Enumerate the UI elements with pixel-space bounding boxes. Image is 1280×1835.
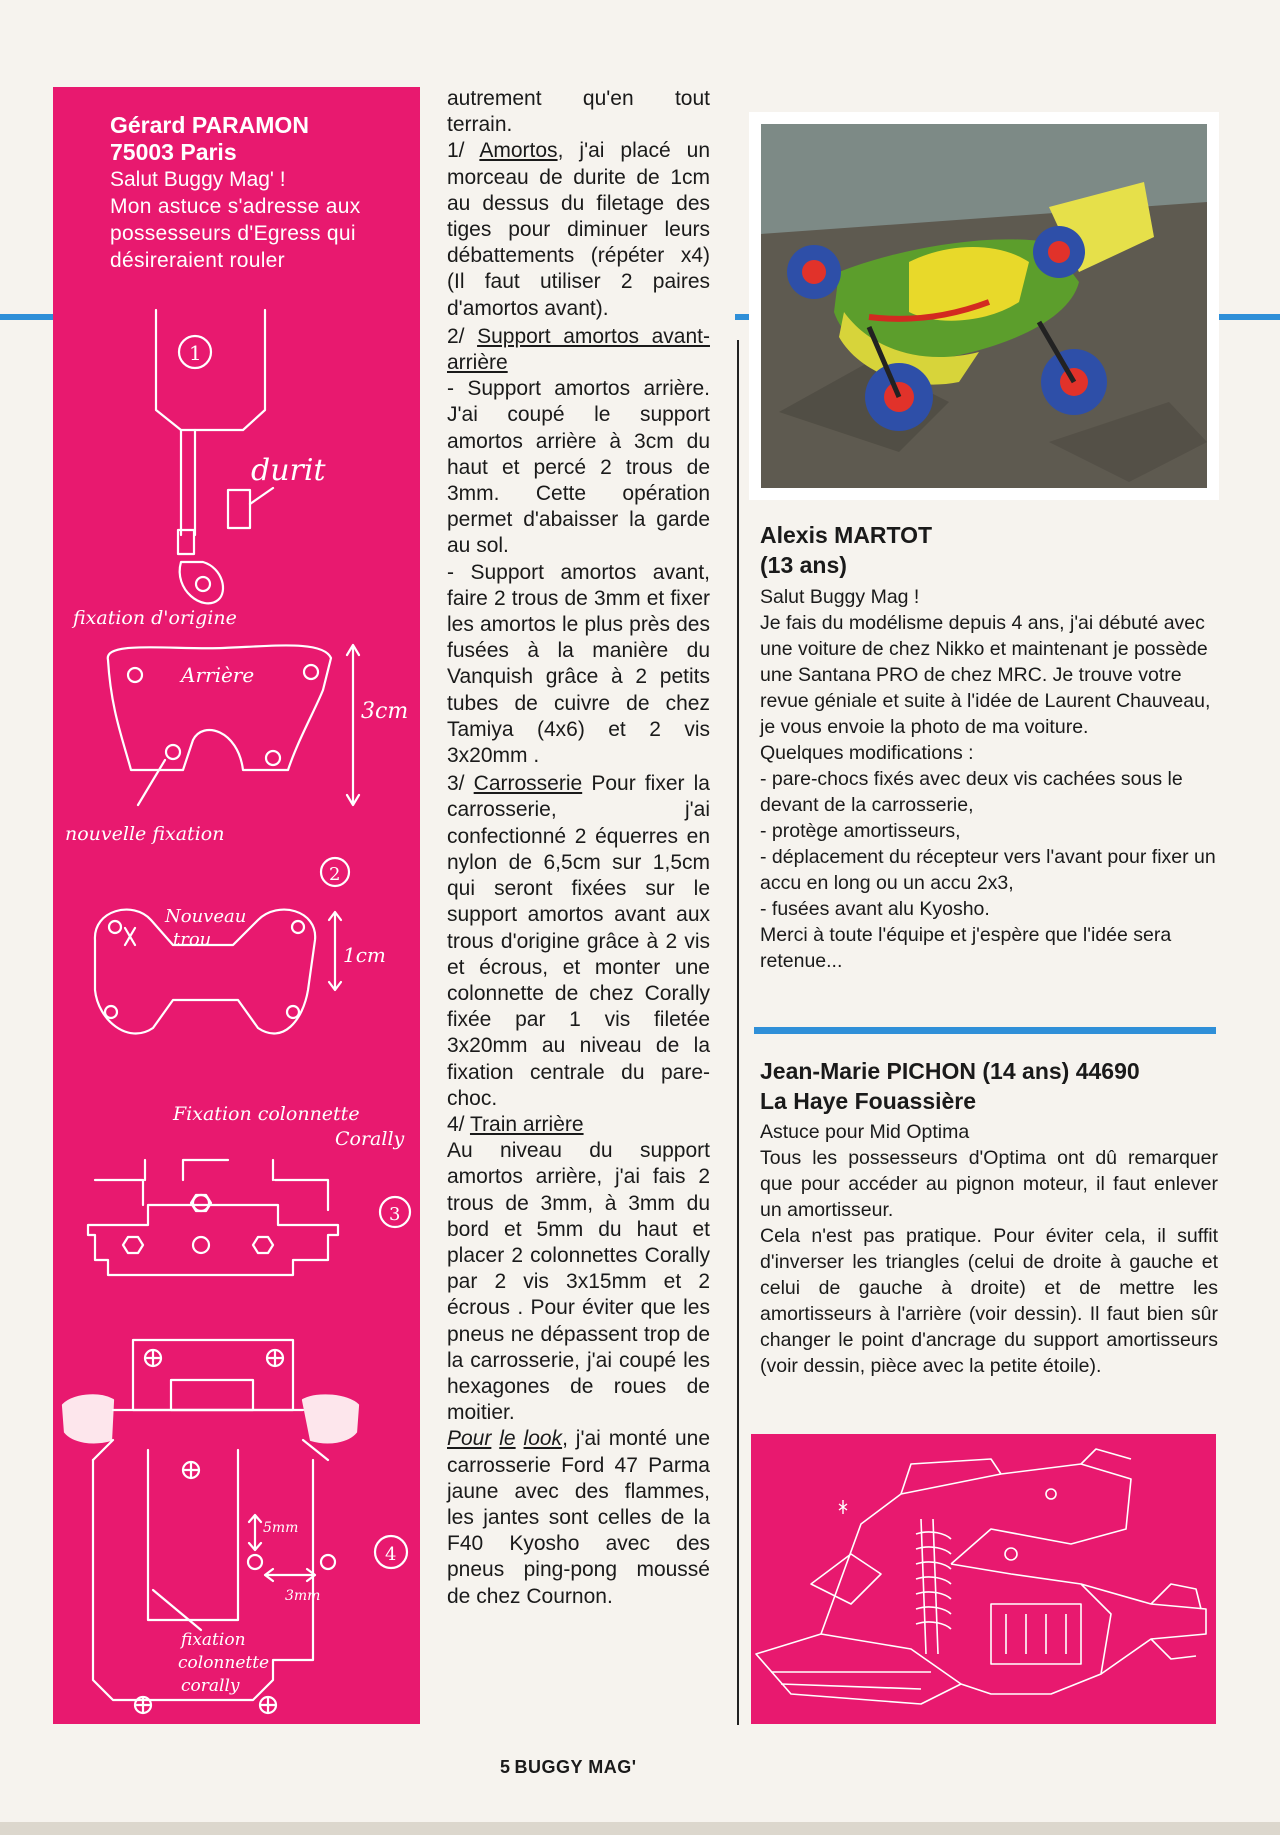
sketch-label-fixation: fixation bbox=[181, 1630, 246, 1650]
pichon-para-1: Tous les possesseurs d'Optima ont dû remarquer que pour accéder au pignon moteur, il faut enlever un amortisseur. bbox=[760, 1147, 1218, 1221]
sketch-label-3cm: 3cm bbox=[361, 699, 409, 724]
blue-separator bbox=[754, 1027, 1216, 1034]
para-train-heading: 4/ Train arrière bbox=[447, 1112, 584, 1136]
letter-paramon-intro bbox=[110, 112, 390, 274]
sketch-label-corally-2: corally bbox=[181, 1676, 240, 1696]
martot-list-3: - déplacement du récepteur vers l'avant pour fixer un accu en long ou un accu 2x3, bbox=[760, 846, 1216, 894]
page-edge bbox=[0, 1822, 1280, 1835]
sketch-num-2: 2 bbox=[329, 864, 341, 885]
sketch-num-4: 4 bbox=[385, 1544, 397, 1565]
letter-pichon bbox=[760, 1056, 1218, 1379]
para-intro-cont: autrement qu'en tout terrain. bbox=[447, 87, 710, 137]
para-carrosserie: 3/ Carrosserie Pour fixer la carrosserie, j'ai confectionné 2 équerres en nylon de 6,5cm sur 1,5cm qui seront fixées sur le support amortos avant aux trous d'origine grâce à 2 vis et écrous, et monter une colonnette de chez Corally fixée par 1 vis filetée 3x20mm au niveau de la fixation centrale du pare-choc. bbox=[447, 772, 710, 1110]
blue-rule-left bbox=[0, 314, 53, 320]
article-paramon-body bbox=[447, 86, 710, 1610]
sketch-label-fixation-colonnette: Fixation colonnette bbox=[173, 1103, 360, 1125]
buggy-photo bbox=[749, 112, 1219, 500]
martot-list-4: - fusées avant alu Kyosho. bbox=[760, 898, 990, 920]
buggy-photo-image bbox=[749, 112, 1219, 500]
pichon-subtitle: Astuce pour Mid Optima bbox=[760, 1121, 970, 1143]
author-name: Gérard PARAMON bbox=[110, 112, 309, 138]
martot-name: Alexis MARTOT bbox=[760, 522, 933, 548]
sketch-label-trou: trou bbox=[173, 929, 212, 950]
suspension-drawing bbox=[751, 1434, 1216, 1724]
martot-greeting: Salut Buggy Mag ! bbox=[760, 586, 920, 608]
sketch-label-3mm: 3mm bbox=[285, 1588, 321, 1604]
pichon-para-2: Cela n'est pas pratique. Pour éviter cela, il suffit d'inverser les triangles (celui de droite à gauche et celui de gauche à droite) et de mettre les amortisseurs à l'arrière (voir dessin). Il faut bien sûr changer le point d'ancrage du support amortisseurs (voir dessin, pièce avec la petite étoile). bbox=[760, 1225, 1218, 1377]
letter-martot bbox=[760, 520, 1218, 974]
greeting: Salut Buggy Mag' ! bbox=[110, 168, 286, 191]
column-divider bbox=[737, 340, 739, 1725]
sketch-label-fixation-origine: fixation d'origine bbox=[73, 607, 237, 629]
martot-age: (13 ans) bbox=[760, 552, 847, 578]
para-support-arriere: - Support amortos arrière. J'ai coupé le support amortos arrière à 3cm du haut et percé 2 trous de 3mm. Cette opération permet d'abaisser la garde au sol. bbox=[447, 377, 710, 558]
sketch-label-corally: Corally bbox=[335, 1128, 405, 1150]
sketch-label-nouvelle-fixation: nouvelle fixation bbox=[65, 823, 225, 845]
sketch-label-arriere: Arrière bbox=[181, 663, 255, 687]
sketch-label-1cm: 1cm bbox=[343, 943, 386, 967]
para-train-arriere: Au niveau du support amortos arrière, j'ai fais 2 trous de 3mm, à 3mm du bord et 5mm du haut et placer 2 colonnettes Corally par 2 vis 3x15mm et 2 écrous . Pour éviter que les pneus ne dépassent trop de la carrosserie, j'ai coupé les hexagones de roues de moitier. bbox=[447, 1139, 710, 1425]
para-amortos: 1/ Amortos, j'ai placé un morceau de durite de 1cm au dessus du filetage des tiges pour diminuer leurs débattements (répéter x4) (Il faut utiliser 2 paires d'amortos avant). bbox=[447, 139, 710, 320]
sketch-label-nouveau: Nouveau bbox=[165, 906, 247, 927]
sketch-label-colonnette: colonnette bbox=[178, 1653, 270, 1673]
hand-sketch-drawings bbox=[53, 300, 420, 1724]
pichon-title-1: Jean-Marie PICHON (14 ans) 44690 bbox=[760, 1058, 1140, 1084]
page-number: 5 bbox=[500, 1757, 511, 1777]
magazine-title: BUGGY MAG' bbox=[514, 1757, 637, 1777]
para-support-heading: 2/ Support amortos avant-arrière bbox=[447, 324, 710, 375]
sketch-num-3: 3 bbox=[389, 1204, 401, 1225]
martot-list-2: - protège amortisseurs, bbox=[760, 820, 961, 842]
sketch-label-5mm: 5mm bbox=[263, 1520, 299, 1536]
intro-text: Mon astuce s'adresse aux possesseurs d'Egress qui désireraient rouler bbox=[110, 195, 361, 272]
sketch-label-durit: durit bbox=[251, 453, 326, 488]
martot-list-1: - pare-chocs fixés avec deux vis cachées sous le devant de la carrosserie, bbox=[760, 768, 1183, 816]
pichon-title-2: La Haye Fouassière bbox=[760, 1088, 977, 1114]
sketch-num-1: 1 bbox=[189, 341, 202, 365]
page-footer bbox=[500, 1757, 640, 1778]
martot-para-3: Merci à toute l'équipe et j'espère que l'idée sera retenue... bbox=[760, 924, 1172, 972]
para-support-avant: - Support amortos avant, faire 2 trous de 3mm et fixer les amortos le plus près des fusées à la manière du Vanquish grâce à 2 petits tubes de cuivre de chez Tamiya (4x6) et 2 vis 3x20mm . bbox=[447, 560, 710, 768]
para-look: Pour le look, j'ai monté une carrosserie Ford 47 Parma jaune avec des flammes, les jantes sont celles de la F40 Kyosho avec des pneus ping-pong moussé de chez Cournon. bbox=[447, 1427, 711, 1608]
martot-para-2: Quelques modifications : bbox=[760, 742, 974, 764]
martot-para-1: Je fais du modélisme depuis 4 ans, j'ai débuté avec une voiture de chez Nikko et maintenant je possède une Santana PRO de chez MRC. Je trouve votre revue géniale et suite à l'idée de Laurent Chauveau, je vous envoie la photo de ma voiture. bbox=[760, 612, 1211, 738]
author-city: 75003 Paris bbox=[110, 139, 237, 165]
